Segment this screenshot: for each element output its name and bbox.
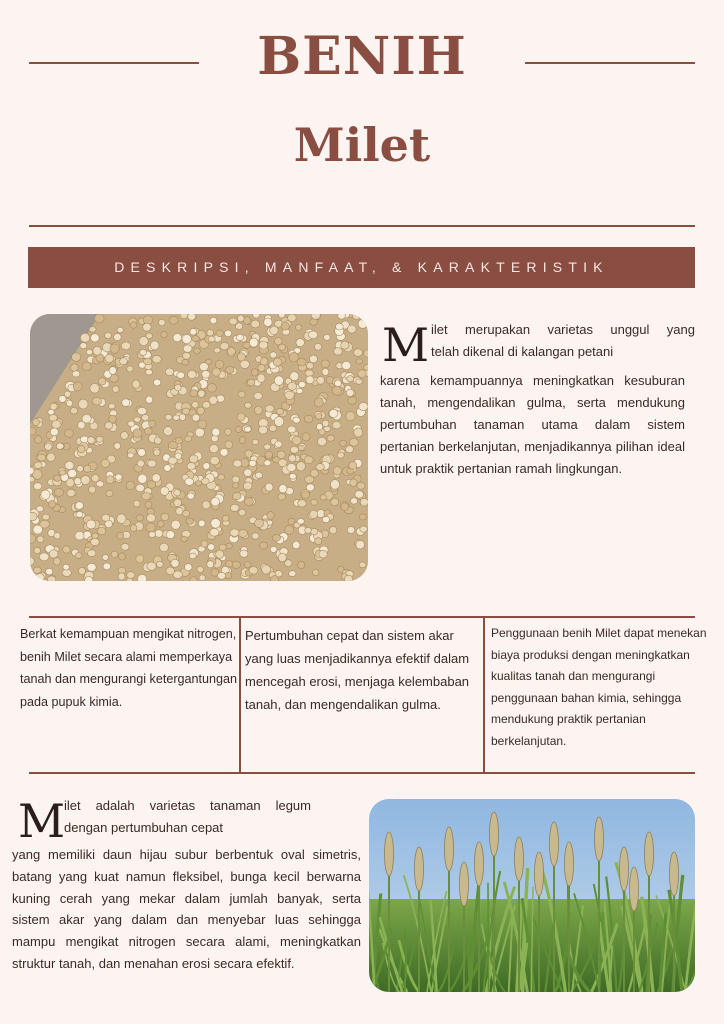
- intro-second-line: telah dikenal di kalangan petani: [431, 344, 614, 359]
- columns-bottom-rule: [29, 772, 695, 774]
- intro-dropcap: M: [382, 318, 430, 372]
- page-subtitle: Milet: [293, 118, 431, 172]
- outro-dropcap: M: [18, 794, 66, 848]
- columns-top-rule: [29, 616, 695, 618]
- benefit-column-nitrogen: Berkat kemampuan mengikat nitrogen, benih Milet secara alami memperkaya tanah dan mengurangi ketergantungan pada pupuk kimia.: [20, 627, 238, 709]
- intro-body: karena kemampuannya meningkatkan kesuburan tanah, mengendalikan gulma, serta mendukung pertumbuhan tanaman utama dalam sistem pertanian berkelanjutan, menjadikannya pilihan ideal untuk praktik pertanian ramah lingkungan.: [380, 373, 685, 476]
- benefit-column-cost: Penggunaan benih Milet dapat menekan biaya produksi dengan meningkatkan kualitas tanah dan mengurangi penggunaan bahan kimia, sehingga mendukung praktik pertanian berkelanjutan.: [491, 626, 707, 748]
- page-title: BENIH: [257, 26, 467, 87]
- outro-body: yang memiliki daun hijau subur berbentuk oval simetris, batang yang kuat namun fleksibel, bunga kecil berwarna kuning cerah yang mekar dalam jumlah banyak, serta sistem akar yang dalam dan menyebar luas sehingga mampu mengikat nitrogen secara alami, meningkatkan struktur tanah, dan menahan erosi secara efektif.: [12, 847, 361, 971]
- outro-second-line: dengan pertumbuhan cepat: [64, 820, 224, 835]
- intro-first-line: ilet merupakan varietas unggul yang: [431, 322, 695, 337]
- title-divider: [29, 225, 695, 227]
- column-divider-2: [483, 617, 485, 772]
- millet-grains-photo: [30, 314, 368, 581]
- column-divider-1: [239, 617, 241, 772]
- benefit-column-erosion: Pertumbuhan cepat dan sistem akar yang luas menjadikannya efektif dalam mencegah erosi, menjaga kelembaban tanah, dan mengendalikan gulma.: [245, 628, 470, 712]
- section-banner: DESKRIPSI, MANFAAT, & KARAKTERISTIK: [28, 247, 695, 288]
- outro-first-line: ilet adalah varietas tanaman legum: [64, 798, 311, 813]
- millet-field-photo: [369, 799, 695, 992]
